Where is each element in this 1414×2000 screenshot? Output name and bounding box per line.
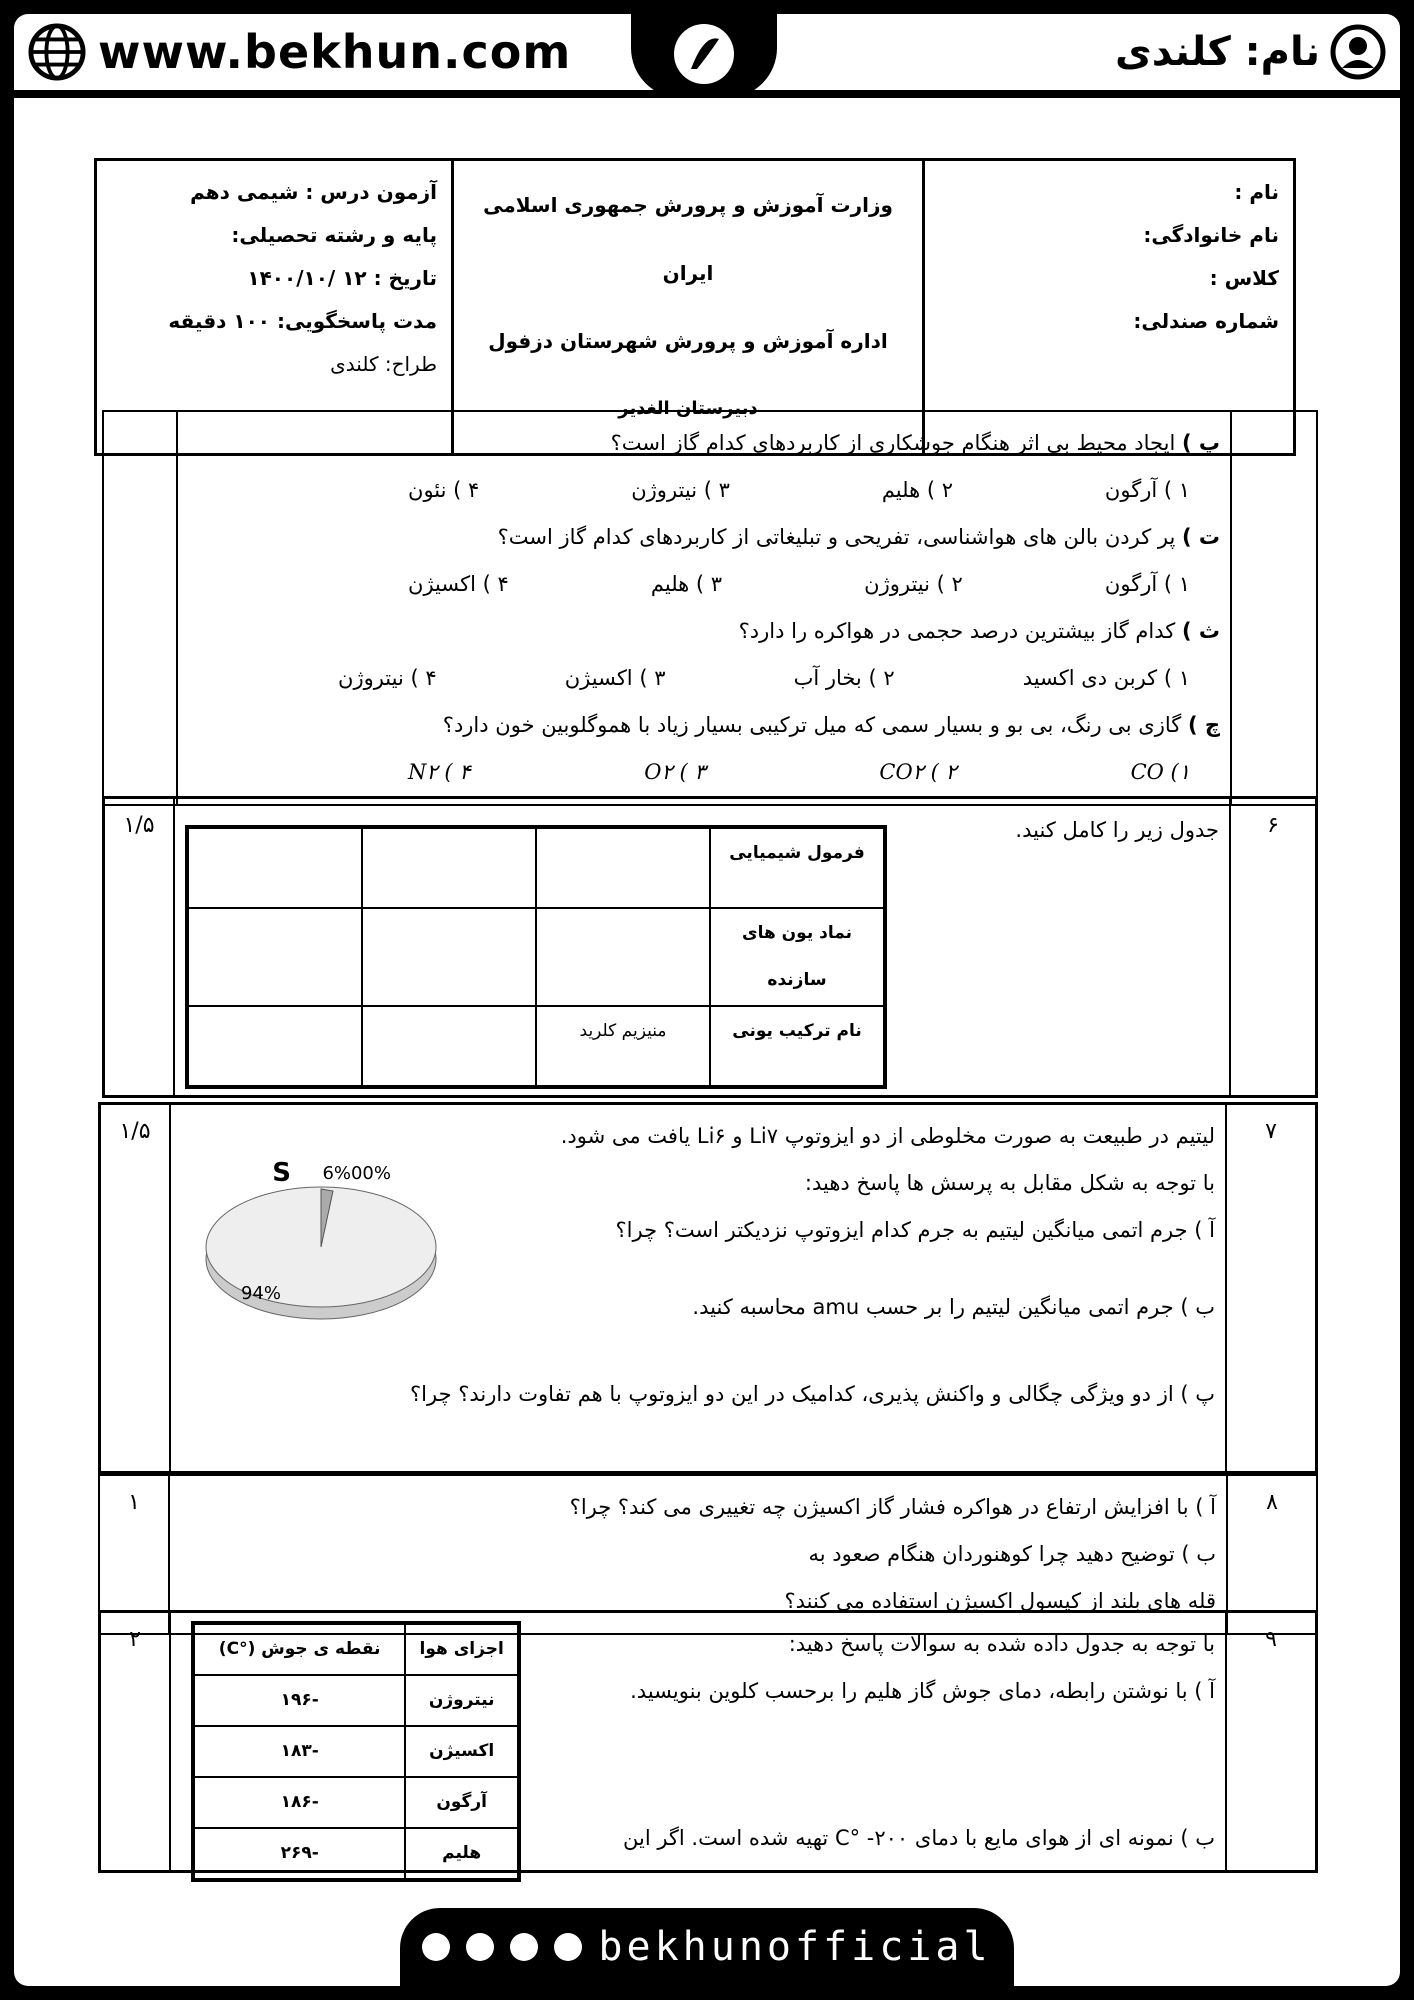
ionic-table: فرمول شیمیایی نماد یون های سازنده نام ترکیب یونی منیزیم کلرید [185,825,887,1089]
instagram-icon[interactable] [554,1933,582,1961]
question-7: ۷ لیتیم در طبیعت به صورت مخلوطی از دو ایزوتوپ Li۷ و Li۶ یافت می شود. با توجه به شکل مقابل به پرسش ها پاسخ دهید: آ ) جرم اتمی میانگین لیتیم به جرم کدام ایزوتوپ نزدیکتر است؟ چرا؟ ب ) جرم اتمی میانگین لیتیم را بر حسب amu محاسبه کنید. پ ) از دو ویژگی چگالی و واکنش پذیری، کدامیک در این دو ایزوتوپ با هم تفاوت دارند؟ چرا؟ 94% 6% 00% S ۱/۵ [98,1102,1318,1474]
school-info: وزارت آموزش و پرورش جمهوری اسلامی ایران اداره آموزش و پرورش شهرستان دزفول دبیرستان الغدیر [453,160,924,455]
question-number: ۷ [1226,1104,1317,1473]
pie-s-label: S [272,1158,291,1188]
pie-label-small: 6% [322,1163,351,1184]
student-info: نام : نام خانوادگی: کلاس : شماره صندلی: [924,160,1295,455]
question-score: ۱/۵ [104,798,175,1097]
question-score: ۱/۵ [100,1104,171,1473]
exam-info: آزمون درس : شیمی دهم پایه و رشته تحصیلی: تاریخ : ۱۲ /۱۴۰۰/۱۰ مدت پاسخگویی: ۱۰۰ دقیقه طراح: کلندی [96,160,453,455]
question-6 [102,796,1318,1098]
q5-body: پ ) ایجاد محیط بی اثر هنگام جوشکاری از کاربردهای کدام گاز است؟ ۱ ) آرگون ۲ ) هلیم ۳ ) نیتروژن ۴ ) نئون ت ) پر کردن بالن های هواشناسی، تفریحی و تبلیغاتی از کاربردهای کدام گاز است؟ ۱ ) آرگون ۲ ) نیتروژن ۳ ) هلیم ۴ ) اکسیژن ث ) کدام گاز بیشترین درصد حجمی در هواکره را دارد؟ ۱ ) کربن دی اکسید ۲ ) بخار آب ۳ ) اکسیژن ۴ ) نیتروژن چ ) گازی بی رنگ، بی بو و بسیار سمی که میل ترکیبی بسیار زیاد با هموگلوبین خون دارد؟ CO (۱ CO۲ ( ۲ O۲ ( ۳ N۲ ( ۴ [177,411,1231,805]
q6-instruction: جدول زیر را کامل کنید. [1015,818,1219,842]
question-9: ۹ با توجه به جدول داده شده به سوالات پاسخ دهید: آ ) با نوشتن رابطه، دمای جوش گاز هلیم را برحسب کلوین بنویسید. ب ) نمونه ای از هوای مایع با دمای ۲۰۰- °C تهیه شده است. اگر این اجزای هوا نقطه ی جوش (°C) نیتروژن -۱۹۶ اکسیژن -۱۸۳ آرگون -۱۸۶ هلیم -۲۶۹ ۲ [98,1610,1318,1873]
question-5 [102,410,1318,806]
film-icon[interactable] [422,1933,450,1961]
question-score: ۱ [99,1475,169,1634]
exam-page [14,14,1400,1986]
brand-logo [631,14,777,98]
question-8: ۸ آ ) با افزایش ارتفاع در هواکره فشار گاز اکسیژن چه تغییری می کند؟ چرا؟ ب ) توضیح دهید چرا کوهنوردان هنگام صعود به قله های بلند از کپسول اکسیژن استفاده می کنند؟ ۱ [98,1474,1318,1635]
question-number: ۶ [1230,798,1317,1097]
isotope-pie-chart [201,1139,441,1339]
top-bar [14,14,1400,90]
pie-label-zero: 00% [350,1163,391,1184]
youtube-icon[interactable] [466,1933,494,1961]
site-url[interactable]: www.bekhun.com [28,22,571,82]
social-footer[interactable]: bekhunofficial [400,1908,1014,1986]
air-components-table: اجزای هوا نقطه ی جوش (°C) نیتروژن -۱۹۶ اکسیژن -۱۸۳ آرگون -۱۸۶ هلیم -۲۶۹ [191,1621,521,1882]
telegram-icon[interactable] [510,1933,538,1961]
question-score: ۲ [100,1612,171,1872]
question-number: ۹ [1226,1612,1317,1872]
question-number: ۸ [1227,1475,1317,1634]
globe-icon [28,23,86,81]
designer-name: نام: کلندی [1115,22,1386,82]
pie-label-big: 94% [240,1283,281,1304]
user-icon [1330,24,1386,80]
